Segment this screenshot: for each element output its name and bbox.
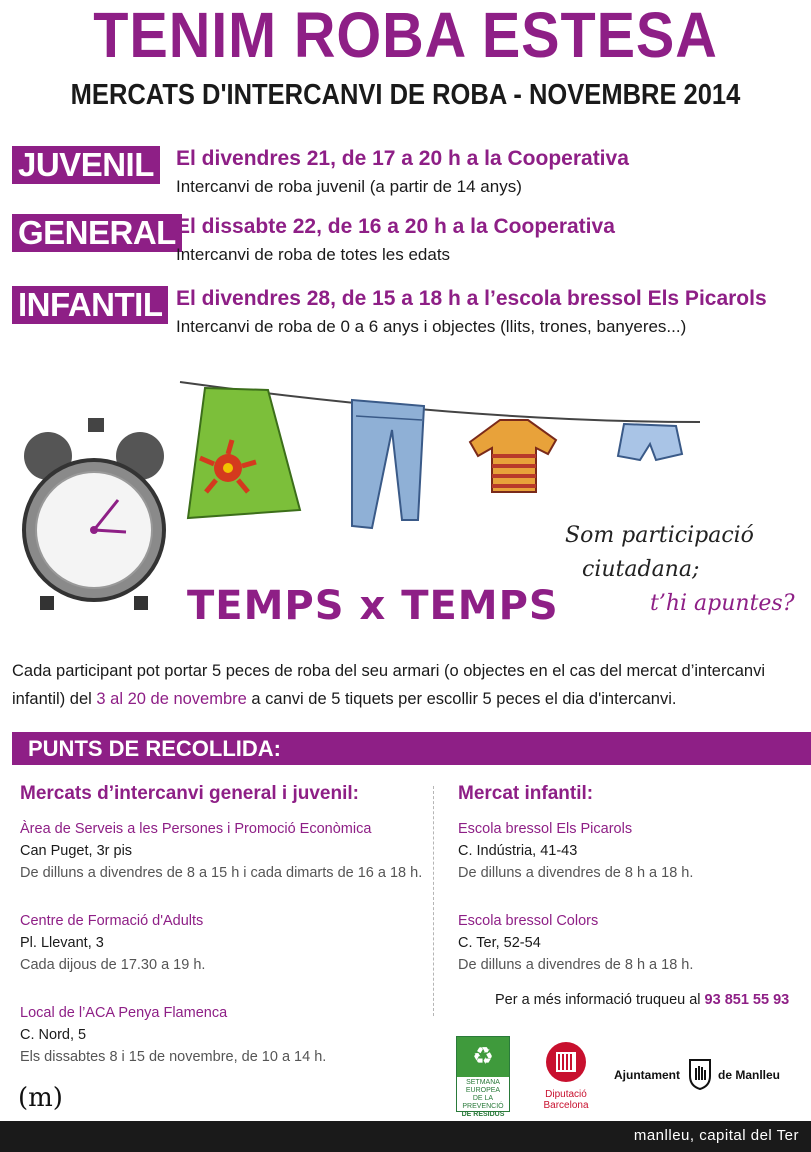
place-name: Local de l’ACA Penya Flamenca xyxy=(20,1005,228,1021)
collection-point xyxy=(458,818,693,884)
banner-label: PUNTS DE RECOLLIDA: xyxy=(28,736,281,761)
place-hours: De dilluns a divendres de 8 h a 18 h. xyxy=(458,957,694,973)
event-when: El dissabte 22, de 16 a 20 h a la Cooperativa xyxy=(176,215,615,238)
place-hours: De dilluns a divendres de 8 a 15 h i cada dimarts de 16 a 18 h. xyxy=(20,865,423,881)
ajuntament-label: Ajuntament xyxy=(614,1068,680,1082)
info-line xyxy=(495,992,789,1008)
poster-subtitle: MERCATS D'INTERCANVI DE ROBA - NOVEMBRE 2014 xyxy=(70,79,741,111)
place-hours: Cada dijous de 17.30 a 19 h. xyxy=(20,957,206,973)
ajuntament-label: de Manlleu xyxy=(718,1068,781,1082)
collection-point xyxy=(20,910,205,976)
place-hours: De dilluns a divendres de 8 h a 18 h. xyxy=(458,865,694,881)
recycle-icon: ♻ xyxy=(457,1037,509,1077)
event-infantil xyxy=(12,286,802,346)
alarm-clock-icon xyxy=(24,418,164,610)
place-address: C. Indústria, 41-43 xyxy=(458,843,578,859)
column-divider xyxy=(433,786,434,1016)
right-column-heading: Mercat infantil: xyxy=(458,783,594,804)
event-when: El divendres 21, de 17 a 20 h a la Cooperativa xyxy=(176,147,629,170)
place-address: C. Nord, 5 xyxy=(20,1027,87,1043)
event-description: Intercanvi de roba juvenil (a partir de 14 anys) xyxy=(176,177,522,196)
phone-number[interactable]: 93 851 55 93 xyxy=(704,992,790,1008)
collection-banner xyxy=(12,732,811,765)
place-name: Escola bressol Colors xyxy=(458,913,599,929)
slogan: TEMPS x TEMPS xyxy=(187,583,559,629)
left-column-heading: Mercats d’intercanvi general i juvenil: xyxy=(20,783,359,804)
collection-point xyxy=(20,818,422,884)
intro-paragraph xyxy=(12,657,802,713)
jeans-icon xyxy=(352,400,424,528)
event-juvenil xyxy=(12,146,802,206)
collection-point xyxy=(20,1002,326,1068)
event-when: El divendres 28, de 15 a 18 h a l’escola bressol Els Picarols xyxy=(176,287,767,310)
event-description: Intercanvi de roba de totes les edats xyxy=(176,245,451,264)
diputacio-logo xyxy=(536,1040,596,1112)
ajuntament-logo xyxy=(614,1058,804,1092)
place-address: Pl. Llevant, 3 xyxy=(20,935,104,951)
event-description: Intercanvi de roba de 0 a 6 anys i objectes (llits, trones, banyeres...) xyxy=(176,317,687,336)
shield-icon xyxy=(688,1058,712,1090)
place-name: Àrea de Serveis a les Persones i Promoció Econòmica xyxy=(20,821,372,837)
manlleu-m-logo: (m) xyxy=(18,1083,63,1113)
handwritten-line: Som participació xyxy=(565,523,754,548)
event-tag: INFANTIL xyxy=(12,286,168,324)
footer-text: manlleu, capital del Ter xyxy=(633,1127,799,1144)
poster-title: TENIM ROBA ESTESA xyxy=(93,0,718,71)
event-tag: GENERAL xyxy=(12,214,182,252)
place-hours: Els dissabtes 8 i 15 de novembre, de 10 a 14 h. xyxy=(20,1049,327,1065)
diputacio-label: Barcelona xyxy=(543,1100,589,1111)
diputacio-label: Diputació xyxy=(545,1089,587,1100)
ewwr-label: SETMANA EUROPEA xyxy=(465,1079,501,1094)
footer-bar xyxy=(0,1121,811,1152)
handwritten-line: t’hi apuntes? xyxy=(650,591,795,616)
ewwr-label: DE LA PREVENCIÓ xyxy=(462,1095,504,1110)
skirt-icon xyxy=(188,388,300,518)
handwritten-line: ciutadana; xyxy=(582,557,700,582)
paragraph-text: a canvi de 5 tiquets per escollir 5 peces el dia d'intercanvi. xyxy=(246,690,677,708)
event-tag: JUVENIL xyxy=(12,146,160,184)
ewwr-label: DE RESIDUS xyxy=(461,1111,505,1118)
info-text: Per a més informació truqueu al xyxy=(495,992,705,1008)
event-general xyxy=(12,214,802,274)
collection-point xyxy=(458,910,693,976)
paragraph-highlight: 3 al 20 de novembre xyxy=(96,690,247,708)
place-name: Escola bressol Els Picarols xyxy=(458,821,633,837)
place-address: C. Ter, 52-54 xyxy=(458,935,541,951)
place-name: Centre de Formació d'Adults xyxy=(20,913,204,929)
shorts-icon xyxy=(618,424,682,460)
sweater-icon xyxy=(470,420,556,492)
diputacio-emblem-icon xyxy=(536,1040,596,1084)
paragraph-text: Cada participant pot portar 5 peces de roba del seu armari (o objectes en el cas del mercat d’intercanvi infantil) del xyxy=(12,662,765,708)
ewwr-logo xyxy=(456,1036,510,1118)
place-address: Can Puget, 3r pis xyxy=(20,843,133,859)
